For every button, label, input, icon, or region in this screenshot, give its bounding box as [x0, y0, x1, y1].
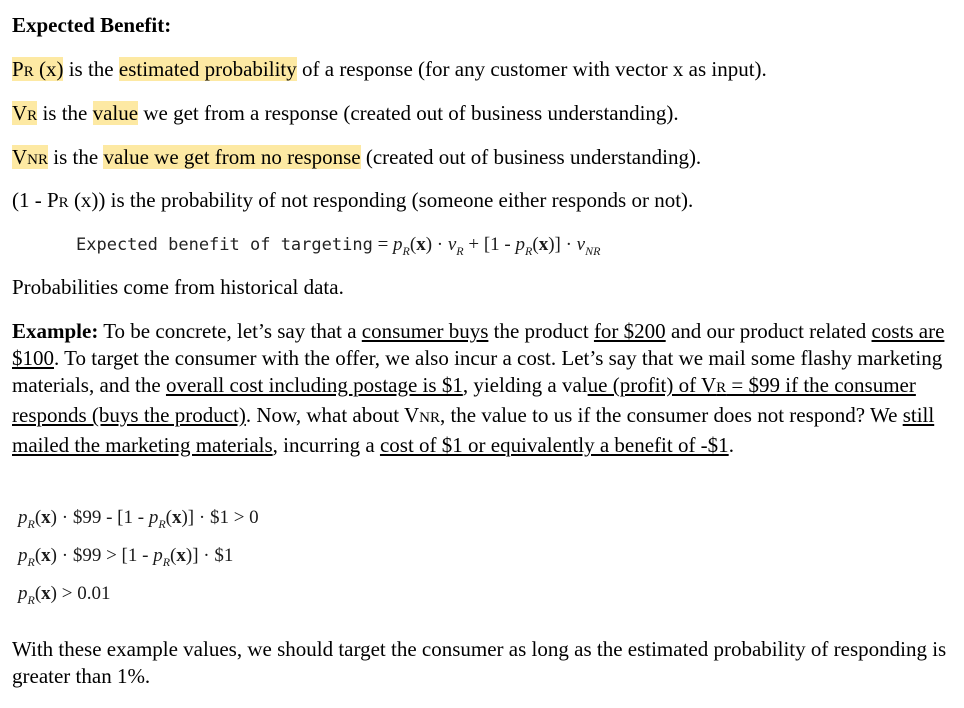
- highlight-value: value: [92, 101, 139, 125]
- line-one-minus-pr: (1 - PR (x)) is the probability of not responding (someone either responds or not).: [12, 188, 694, 212]
- heading: Expected Benefit:: [12, 13, 172, 37]
- highlight-value-no-response: value we get from no response: [103, 145, 361, 169]
- highlight-estimated-probability: estimated probability: [118, 57, 297, 81]
- vr-term: VR: [12, 101, 38, 125]
- line-vr: VR is the value we get from a response (created out of business understanding).: [12, 101, 679, 125]
- inequality-2: $p_R(x)$ · $99 > $[1 - p_R(x)]$ · $1: [18, 545, 234, 569]
- probabilities-text: Probabilities come from historical data.: [12, 275, 344, 299]
- formula-label: Expected benefit of targeting: [76, 235, 373, 255]
- pr-term: PR (x): [12, 57, 64, 81]
- line-pr: PR (x) is the estimated probability of a response (for any customer with vector x as input).: [12, 57, 767, 81]
- inequality-3: $p_R(x) > 0.01$: [18, 583, 111, 607]
- example-paragraph: Example: To be concrete, let’s say that a consumer buys the product for $200 and our product related costs are $100. To target the consumer with the offer, we also incur a cost. Let’s say that we mail some flashy marketing materials, and the overall cost including postage is $1, yielding a value (profit) of VR = $99 if the consumer responds (buys the product). Now, what about VNR, the value to us if the consumer does not respond? We still mailed the marketing materials, incurring a cost of $1 or equivalently a benefit of -$1.: [12, 319, 945, 457]
- inequality-1: $p_R(x)$ · $99 - $[1 - p_R(x)]$ · $1 > 0: [18, 507, 259, 531]
- formula-expected-benefit: Expected benefit of targeting = $p_R(x) \cdot v_R + [1 - p_R(x)] \cdot v_{NR}$: [76, 234, 601, 258]
- line-vnr: VNR is the value we get from no response (created out of business understanding).: [12, 145, 702, 169]
- vnr-term: VNR: [12, 145, 49, 169]
- conclusion-paragraph: With these example values, we should target the consumer as long as the estimated probability of responding is greater than 1%.: [12, 637, 947, 688]
